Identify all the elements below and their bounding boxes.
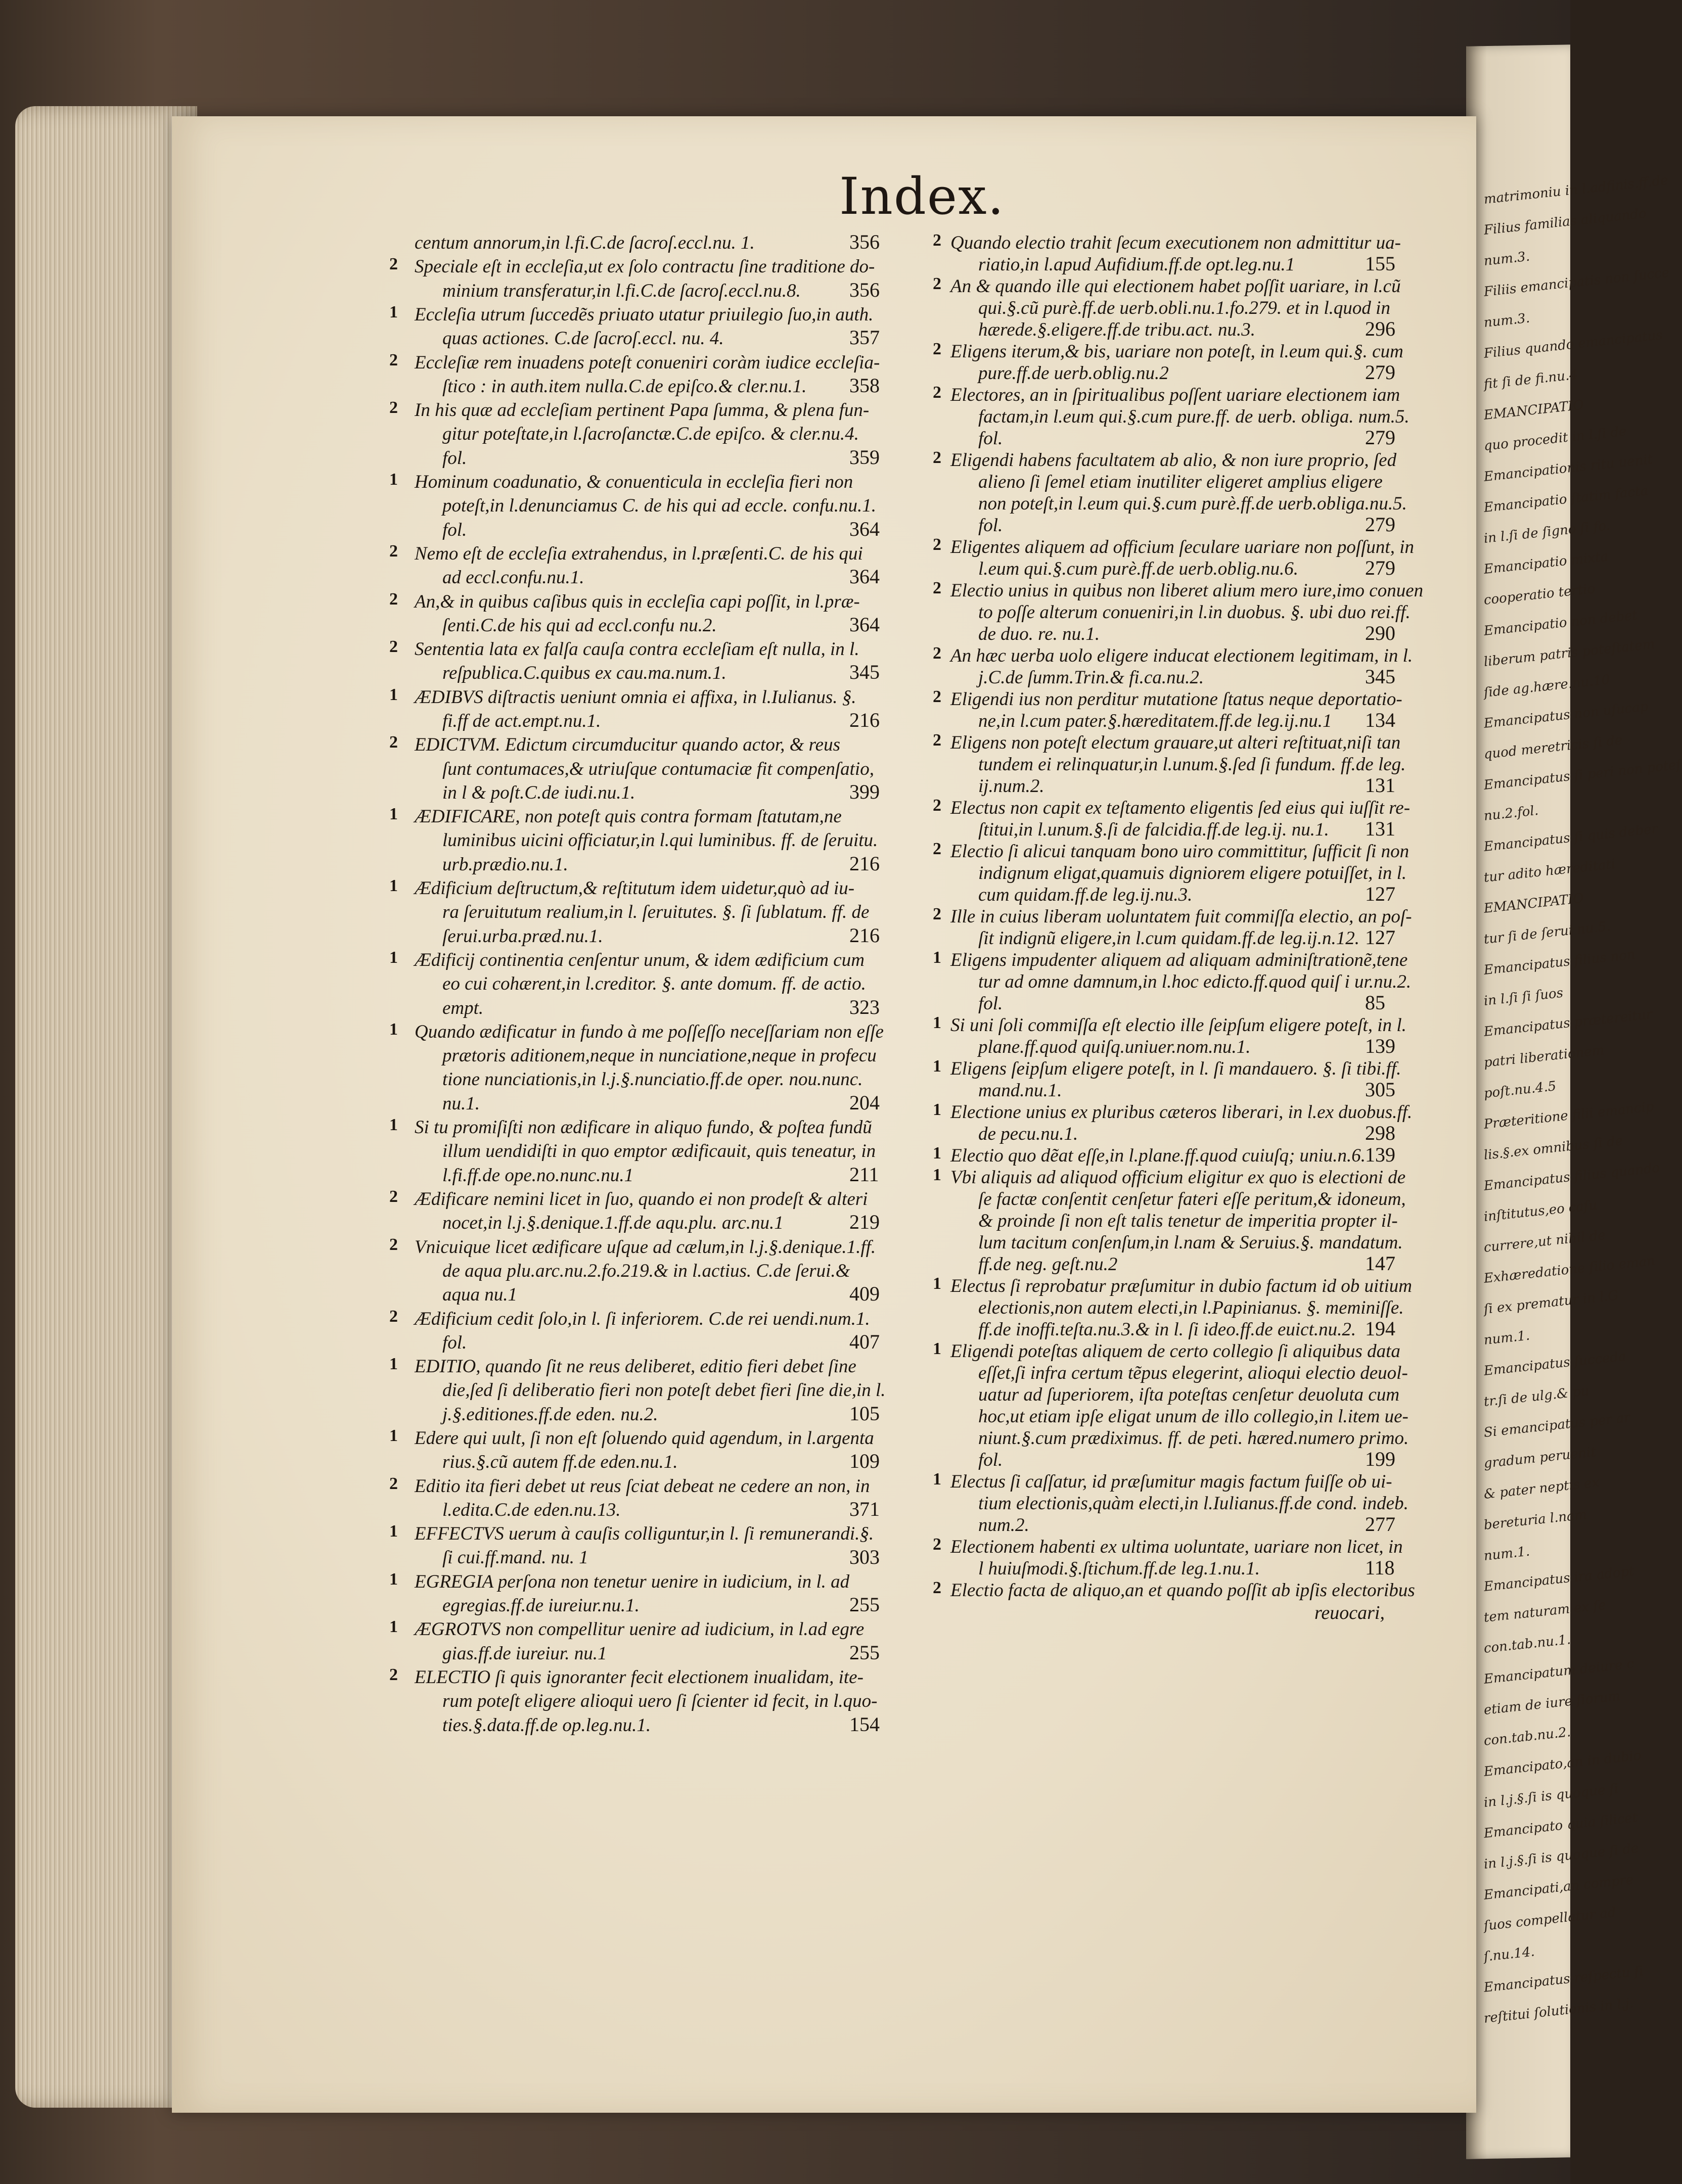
right-page-fragment: Emancipatum deiure c [1483,1656,1635,1687]
right-page-fragment: num.3. [1483,310,1531,331]
right-page-fragment: ſide ag.hære.nu.10 [1483,672,1611,701]
entry-line: Si uni ſoli commiſſa eſt electio ille ſeipſum eligere poteſt, in l. [950,1015,1406,1036]
entry-line: hoc,ut etiam ipſe eligat unum de illo collegio,in l.item ue- [978,1406,1408,1427]
entry-marker: 1 [933,1166,941,1184]
entry-marker: 2 [933,731,941,750]
page-number: 255 [849,1593,880,1616]
entry-line: centum annorum,in l.fi.C.de ſacroſ.eccl.nu. 1. [415,233,755,253]
entry-line: fol. [978,1450,1003,1470]
right-page-fragment: in l.j.§.ſi is quoque ſi [1483,1781,1619,1810]
right-page-fragment: Filius quando emancipatus [1483,327,1664,361]
entry-marker: 1 [389,1116,398,1135]
page-number: 105 [849,1402,880,1425]
page-number: 399 [849,780,880,803]
right-page-fragment: reſtitui ſolutionis in l.j. [1483,1995,1634,2026]
entry-line: Electio ſi alicui tanquam bono uiro committitur, ſufficit ſi non [950,841,1410,862]
entry-line: Si tu promiſiſti non ædificare in aliquo fundo, & poſtea fundũ [415,1117,872,1138]
entry-line: Eligendi habens facultatem ab alio, & non iure proprio, ſed [950,450,1397,471]
page-number: 194 [1365,1317,1395,1340]
right-page-fragment: ſ.nu.14. [1483,1944,1536,1965]
entry-marker: 1 [389,1019,398,1039]
entry-marker: 2 [933,1535,941,1554]
entry-line: indignum eligat,quamuis digniorem eligere potuiſſet, in l. [978,863,1407,884]
entry-line: fi.ff de act.empt.nu.1. [442,710,601,731]
entry-line: tur ad omne damnum,in l.hoc edicto.ff.quod quiſ i ur.nu.2. [978,971,1412,992]
right-page-fragment: Filius familias aliquando [1483,206,1648,238]
page-number: 364 [849,565,880,588]
entry-line: die,ſed ſi deliberatio fieri non poteſt debet fieri ſine die,in l. [442,1380,886,1401]
right-page-fragment: poſt.nu.4.5 [1483,1079,1557,1101]
right-page-fragment: in l.ſi ſi ſuos [1483,985,1564,1009]
entry-line: Ædificij continentia cenſentur unum, & idem ædificium cum [415,950,865,970]
page-number: 407 [849,1330,880,1353]
entry-marker: 1 [933,1013,941,1032]
entry-marker: 2 [389,398,398,417]
entry-marker: 2 [389,255,398,274]
entry-marker: 1 [933,1100,941,1119]
entry-marker: 2 [933,231,941,250]
right-page-fragment: Emancipatus non uſucap [1483,699,1649,731]
entry-marker: 1 [389,805,398,824]
page-number: 85 [1365,991,1385,1014]
page-number: 109 [849,1450,880,1473]
entry-line: An,& in quibus caſibus quis in eccleſia capi poſſit, in l.præ- [415,591,860,612]
entry-marker: 1 [933,1470,941,1489]
entry-line: ad eccl.confu.nu.1. [442,567,584,588]
entry-line: rum poteſt eligere alioqui uero ſi ſcienter id fecit, in l.quo- [442,1691,878,1712]
right-page-fragment: in l.ſi de ſigno ſi fo. [1483,518,1611,546]
right-page-fragment: num.3. [1483,249,1531,269]
page-number: 216 [849,709,880,731]
page-number: 290 [1365,622,1395,644]
entry-line: Electus ſi reprobatur præſumitur in dubio factum id ob uitium [950,1276,1413,1296]
entry-line: EGREGIA perſona non tenetur uenire in iudicium, in l. ad [415,1571,850,1592]
entry-marker: 2 [389,1235,398,1254]
entry-line: Eligendi poteſtas aliquem de certo collegio ſi aliquibus data [950,1341,1400,1362]
entry-line: factam,in l.eum qui.§.cum pure.ff. de uerb. obliga. num.5. [978,406,1410,427]
entry-line: plane.ff.quod quiſq.uniuer.nom.nu.1. [978,1037,1251,1057]
entry-line: l.fi.ff.de ope.no.nunc.nu.1 [442,1165,634,1186]
right-page-fragment: patri liberationem [1483,1043,1605,1071]
right-page-fragment: Emancipatus filius non [1483,947,1636,978]
entry-line: Eligendi ius non perditur mutatione ſtatus neque deportatio- [950,689,1402,710]
right-page-fragment: con.tab.nu.2. [1483,1725,1572,1749]
catchword: reuocari, [1314,1602,1385,1623]
page-number: 216 [849,923,880,947]
right-page-fragment: EMANCIPATIO [1483,397,1585,423]
right-page-fragment: Emancipato,an in dubio [1483,1748,1642,1780]
entry-line: egregias.ff.de iureiur.nu.1. [442,1595,640,1616]
entry-line: ſenti.C.de his qui ad eccl.confu nu.2. [442,615,717,636]
entry-line: Editio ita fieri debet ut reus ſciat debeat ne cedere an non, in [415,1475,870,1497]
entry-line: Eccleſiæ rem inuadens poteſt conueniri coràm iudice eccleſia- [415,352,880,373]
entry-marker: 2 [389,541,398,561]
entry-line: ra ſeruitutum realium,in l. ſeruitutes. §. ſi ſublatum. ff. de [442,902,870,923]
entry-marker: 1 [389,470,398,489]
entry-line: Vnicuique licet ædificare uſque ad cælum,in l.j.§.denique.1.ff. [415,1236,876,1258]
right-page-fragment: tur ſi de ſerui nu.5. [1483,918,1611,947]
page-number: 127 [1365,882,1395,905]
entry-marker: 2 [933,687,941,706]
entry-marker: 2 [933,383,941,402]
entry-line: gias.ff.de iureiur. nu.1 [442,1643,607,1664]
entry-line: Quando electio trahit ſecum executionem non admittitur ua- [950,233,1401,253]
entry-line: nocet,in l.j.§.denique.1.ff.de aqu.plu. arc.nu.1 [442,1213,784,1234]
right-page-fragment: Emancipatus ſucceda [1483,1349,1627,1379]
entry-line: An hæc uerba uolo eligere inducat electionem legitimam, in l. [950,645,1413,666]
entry-line: ſit indignũ eligere,in l.cum quidam.ff.de leg.ij.n.12. [978,928,1359,949]
entry-line: eſſet,ſi infra certum tẽpus elegerint, alioqui electio deuol- [978,1363,1408,1383]
entry-line: fol. [978,993,1003,1014]
page-number: 279 [1365,361,1395,384]
page-title: Index. [839,167,1005,226]
entry-marker: 1 [933,1144,941,1163]
right-page-fragment: num.1. [1483,1328,1531,1348]
right-page-fragment: tem naturam ex ſe [1483,1597,1607,1625]
entry-line: rius.§.cũ autem ff.de eden.nu.1. [442,1452,678,1473]
right-page-fragment: Si emancipatus per ar [1483,1410,1631,1440]
entry-line: EDITIO, quando ſit ne reus deliberet, editio fieri debet ſine [415,1356,856,1377]
entry-line: de duo. re. nu.1. [978,624,1100,644]
entry-line: l.eum qui.§.cum purè.ff.de uerb.oblig.nu.6. [978,559,1299,579]
entry-marker: 2 [933,644,941,663]
page-number: 345 [1365,665,1395,688]
entry-line: poteſt,in l.denunciamus C. de his qui ad eccle. confu.nu.1. [442,495,877,517]
entry-line: Ædificium deſtructum,& reſtitutum idem uidetur,quò ad iu- [415,878,855,899]
entry-line: Electores, an in ſpiritualibus poſſent uariare electionem iam [950,385,1400,405]
page-number: 359 [849,445,880,469]
page-number: 279 [1365,556,1395,579]
right-page-fragment: nu.2.fol. [1483,803,1539,824]
page-number: 204 [849,1091,880,1114]
entry-line: Ædificare nemini licet in ſuo, quando ei non prodeſt & alteri [415,1189,868,1210]
entry-line: tione nunciationis,in l.j.§.nunciatio.ff.de oper. nou.nunc. [442,1069,863,1090]
page-number: 199 [1365,1448,1395,1470]
entry-line: uatur ad ſuperiorem, iſta poteſtas cenſetur deuoluta cum [978,1384,1400,1405]
right-page-fragment: Filiis emancipatis non ſucce [1483,265,1670,300]
entry-line: & proinde ſi non eſt talis tenetur de imperitia propter il- [978,1211,1398,1231]
entry-line: pure.ff.de uerb.oblig.nu.2 [978,363,1169,384]
right-page-fragment: ſi ex prematur in l.G [1483,1288,1619,1317]
entry-line: eo cui cohærent,in l.creditor. §. ante domum. ff. de actio. [442,973,866,995]
entry-line: non poteſt,in l.eum qui.§.cum purè.ff.de uerb.obliga.nu.5. [978,493,1407,514]
entry-line: ÆDIBVS diſtractis ueniunt omnia ei affixa, in l.Iulianus. §. [415,686,856,708]
entry-line: de aqua plu.arc.nu.2.fo.219.& in l.actius. C.de ſerui.& [442,1260,850,1281]
entry-line: Eligens iterum,& bis, uariare non poteſt, in l.eum qui.§. cum [950,341,1403,362]
entry-marker: 2 [389,1307,398,1326]
entry-line: Electio unius in quibus non liberet alium mero iure,imo conuen [950,580,1424,601]
entry-line: niunt.§.cum prædiximus. ff. de peti. hæred.numero primo. [978,1428,1409,1449]
entry-line: num.2. [978,1515,1029,1536]
right-page-fragment: Emancipatus ira adopt [1483,1563,1635,1595]
entry-line: empt. [442,997,484,1018]
page-number: 303 [849,1545,880,1568]
page-number: 139 [1365,1035,1395,1057]
entry-line: lum tacitum conſenſum,in l.nam & Seruius.§. mandatum. [978,1232,1403,1253]
page-number: 118 [1365,1556,1395,1579]
right-page-fragment: Emancipatio ſtatim facta [1483,483,1649,516]
entry-line: Nemo eſt de eccleſia extrahendus, in l.præſenti.C. de his qui [415,543,863,564]
page-number: 298 [1365,1122,1395,1144]
right-page-fragment: Emancipatus ſi peri non poteſ [1483,757,1682,793]
right-page-fragment: etiam de iure ſiorum [1483,1688,1621,1718]
entry-marker: 1 [389,1617,398,1637]
entry-line: l huiuſmodi.§.ſtichum.ff.de leg.1.nu.1. [978,1558,1260,1579]
entry-line: Ædificium cedit ſolo,in l. ſi inferiorem. C.de rei uendi.num.1. [415,1308,870,1329]
entry-marker: 2 [933,579,941,597]
page-number: 131 [1365,817,1395,840]
entry-line: EDICTVM. Edictum circumducitur quando actor, & reus [415,734,841,756]
right-page-fragment: currere,ut nihil de [1483,1227,1607,1256]
entry-line: Eligens non poteſt electum grauare,ut alteri reſtituat,niſi tan [950,732,1401,753]
entry-line: electionis,non autem electi,in l.Papinianus. §. meminiſſe. [978,1297,1404,1318]
entry-line: tium electionis,quàm electi,in l.Iulianus.ff.de cond. indeb. [978,1493,1408,1514]
page-number: 155 [1365,252,1395,275]
entry-line: cum quidam.ff.de leg.ij.nu.3. [978,885,1193,905]
entry-line: EFFECTVS uerum à cauſis colliguntur,in l. ſi remunerandi.§. [415,1523,874,1545]
right-page-fragment: inſtitutus,eo caſu [1483,1197,1598,1225]
entry-marker: 2 [389,1187,398,1206]
page-number: 279 [1365,426,1395,449]
entry-line: ſtitui,in l.unum.§.ſi de falcidia.ff.de leg.ij. nu.1. [978,819,1329,840]
entry-line: ff.de neg. geſt.nu.2 [978,1254,1118,1275]
entry-line: ELECTIO ſi quis ignoranter fecit electionem inualidam, ite- [415,1667,863,1688]
entry-line: ne,in l.cum pater.§.hæreditatem.ff.de leg.ij.nu.1 [978,711,1332,731]
entry-line: to poſſe alterum conueniri,in l.in duobus. §. ubi duo rei.ff. [978,602,1411,623]
right-page-fragment: fit ſi de fi.nu.4 [1483,367,1579,392]
entry-line: ſe factæ conſentit cenſetur fateri eſſe peritum,& idoneum, [978,1189,1406,1210]
page-number: 131 [1365,774,1395,797]
entry-marker: 1 [389,302,398,321]
page-number: 134 [1365,709,1395,731]
entry-line: aqua nu.1 [442,1284,517,1306]
entry-line: In his quæ ad eccleſiam pertinent Papa ſumma, & plena fun- [415,400,870,421]
entry-line: fol. [978,515,1003,536]
page-number: 296 [1365,317,1395,340]
entry-marker: 1 [389,1522,398,1541]
entry-marker: 1 [389,876,398,896]
right-page-fragment: quod meretricis ſi de [1483,732,1623,762]
page-number: 277 [1365,1513,1395,1536]
entry-marker: 1 [389,1426,398,1445]
entry-line: ſunt contumaces,& utriuſque contumaciæ fit compenſatio, [442,758,874,779]
entry-line: mand.nu.1. [978,1080,1062,1101]
entry-line: de pecu.nu.1. [978,1124,1078,1144]
page-number: 358 [849,374,880,397]
right-page-fragment: matrimoniu in l.adfinis.ff.de [1483,172,1669,207]
entry-line: Vbi aliquis ad aliquod officium eligitur ex quo is electioni de [950,1167,1406,1188]
right-page-fragment: Exhæredatione ſilio eman [1483,1253,1656,1286]
right-page-fragment: ſuos compellatur ad [1483,1904,1617,1934]
right-page-fragment: in l.j.§.ſi is quoque ſi de [1483,1840,1640,1872]
entry-line: Quando ædificatur in fundo à me poſſeſſo neceſſariam non eſſe [415,1021,884,1042]
entry-line: ÆDIFICARE, non poteſt quis contra formam ſtatutam,ne [415,806,842,827]
entry-line: quas actiones. C.de ſacroſ.eccl. nu. 4. [442,328,724,349]
right-page-fragment: tur adito hæreditati [1483,856,1616,886]
entry-marker: 1 [933,1274,941,1293]
right-page-fragment: gradum peruenit [1483,1444,1597,1471]
right-page-fragment: lis.§.ex omnibus ſi de [1483,1133,1624,1163]
entry-line: hærede.§.eligere.ff.de tribu.act. nu.3. [978,319,1256,340]
entry-line: minium transferatur,in l.fi.C.de ſacroſ.eccl.nu.8. [442,280,801,301]
page-number: 364 [849,517,880,540]
right-page-fragment: cooperatio tertio [1483,581,1596,608]
entry-line: prætoris aditionem,neque in nunciatione,neque in profecu [442,1045,877,1066]
entry-marker: 1 [933,948,941,967]
entry-line: Electio facta de aliquo,an et quando poſſit ab ipſis electoribus [950,1580,1415,1601]
right-page-fragment: Emancipatus reſpectu ſi [1483,1963,1644,1995]
entry-marker: 1 [389,1569,398,1589]
entry-line: fol. [442,447,467,469]
right-page-fragment: tr.ſi de ulg.& pu [1483,1383,1590,1410]
entry-line: Electionem habenti ex ultima uoluntate, uariare non licet, in [950,1537,1403,1557]
page-number: 147 [1365,1252,1395,1275]
entry-line: tundem ei relinquatur,in l.unum.§.ſed ſi fundum. ff.de leg. [978,754,1406,775]
entry-marker: 1 [933,1339,941,1358]
right-page-fragment: Emancipatus prætereitur [1483,1007,1653,1040]
entry-line: riatio,in l.apud Aufidium.ff.de opt.leg.nu.1 [978,254,1295,275]
entry-line: Hominum coadunatio, & conuenticula in eccleſia fieri non [415,472,853,492]
entry-marker: 2 [389,1665,398,1684]
page-number: 409 [849,1282,880,1306]
page-number: 305 [1365,1078,1395,1101]
entry-line: illum uendidiſti in quo emptor ædificauit, quis teneatur, in [442,1141,876,1162]
entry-marker: 2 [933,1578,941,1597]
entry-line: ſtico : in auth.item nulla.C.de epiſco.& cler.nu.1. [442,376,807,397]
page-number: 345 [849,661,880,684]
page-number: 357 [849,326,880,349]
entry-line: fol. [442,1332,467,1353]
right-page-fragment: quo procedit in l.ſi de [1483,424,1627,454]
entry-marker: 2 [933,905,941,923]
entry-line: j.§.editiones.ff.de eden. nu.2. [442,1404,658,1425]
entry-line: Speciale eſt in eccleſia,ut ex ſolo contractu ſine traditione do- [415,256,875,277]
entry-line: in l & poſt.C.de iudi.nu.1. [442,782,635,803]
entry-line: ff.de inoffi.teſta.nu.3.& in l. ſi ideo.ff.de euict.nu.2. [978,1319,1356,1340]
page-number: 371 [849,1497,880,1520]
entry-marker: 2 [389,1474,398,1493]
entry-marker: 2 [933,796,941,815]
entry-line: Ille in cuius liberam uoluntatem fuit commiſſa electio, an poſ- [950,906,1412,927]
entry-marker: 2 [933,274,941,293]
page-number: 356 [849,230,880,253]
entry-marker: 2 [389,589,398,609]
entry-line: qui.§.cũ purè.ff.de uerb.obli.nu.1.fo.279. et in l.quod in [978,298,1390,318]
entry-marker: 2 [933,535,941,554]
entry-marker: 1 [933,1057,941,1076]
entry-line: fol. [978,428,1003,449]
entry-line: ij.num.2. [978,776,1044,797]
entry-line: An & quando ille qui electionem habet poſſit uariare, in l.cũ [950,276,1401,297]
page-number: 219 [849,1211,880,1234]
right-page-fragment: EMANCIPATIO [1483,891,1585,916]
entry-line: Electus ſi caſſatur, id præſumitur magis factum fuiſſe ob ui- [950,1471,1392,1492]
right-page-fragment: num.1. [1483,1544,1531,1564]
entry-line: nu.1. [442,1093,480,1114]
entry-line: ÆGROTVS non compellitur uenire ad iudicium, in l.ad egre [415,1619,865,1640]
entry-line: l.edita.C.de eden.nu.13. [442,1499,621,1520]
right-page-fragment: con.tab.nu.1. [1483,1632,1572,1656]
entry-line: gitur poteſtate,in l.ſacroſanctæ.C.de epiſco. & cler.nu.4. [442,424,859,445]
entry-marker: 2 [933,448,941,467]
entry-line: alieno ſi ſemel etiam inutiliter eligeret amplius eligere [978,472,1383,492]
right-page-fragment: & pater neptis ex [1483,1475,1600,1502]
entry-line: Sententia lata ex falſa cauſa contra eccleſiam eſt nulla, in l. [415,639,859,660]
entry-marker: 2 [933,840,941,858]
right-page-fragment: Præteritione filii emancip [1483,1099,1655,1132]
right-page-fragment: Emancipationis ritu uenit [1483,451,1654,485]
entry-line: Eligens ſeipſum eligere poteſt, in l. ſi mandauero. §. ſi tibi.ff. [950,1058,1401,1079]
right-page-fragment: Emancipatus ſi quis deber [1483,821,1659,855]
entry-line: luminibus uicini officiatur,in l.qui luminibus. ff. de ſeruitu. [442,830,878,851]
entry-line: Eligens impudenter aliquem ad aliquam adminiſtrationẽ,tene [950,950,1408,970]
entry-marker: 2 [389,637,398,657]
right-page-fragment: Emancipato quia ſilicet [1483,1810,1639,1841]
entry-line: reſpublica.C.quibus ex cau.ma.num.1. [442,663,726,684]
page-number: 127 [1365,926,1395,949]
page-number: 323 [849,995,880,1018]
entry-line: Electio quo dẽat eſſe,in l.plane.ff.quod cuiuſq; uniu.n.6. [950,1145,1366,1166]
entry-line: Electus non capit ex teſtamento eligentis ſed eius qui iuſſit re- [950,798,1411,818]
page-edges [15,106,197,2108]
page-number: 356 [849,278,880,301]
page-number: 211 [849,1163,879,1186]
entry-marker: 2 [933,340,941,358]
page-number: 279 [1365,513,1395,536]
page-number: 364 [849,613,880,636]
entry-line: Edere qui uult, ſi non eſt ſoluendo quid agendum, in l.argenta [415,1428,874,1449]
page-number: 139 [1365,1143,1395,1166]
page-number: 255 [849,1641,880,1664]
entry-line: urb.prædio.nu.1. [442,854,568,875]
page-number: 154 [849,1712,880,1736]
entry-line: Eligentes aliquem ad officium ſeculare uariare non poſſunt, in [950,537,1414,557]
right-page-fragment: Emancipatio non debet [1483,608,1639,639]
entry-marker: 1 [389,685,398,704]
entry-marker: 1 [389,948,398,967]
entry-line: j.C.de ſumm.Trin.& fi.ca.nu.2. [978,667,1204,688]
page-number: 216 [849,852,880,875]
entry-line: Eccleſia utrum ſuccedẽs priuato utatur priuilegio ſuo,in auth. [415,304,874,325]
entry-marker: 1 [389,1355,398,1374]
right-page-fragment: Emancipati,an compre [1483,1872,1634,1903]
right-page-fragment: bereturia l.nam [1483,1507,1588,1533]
entry-marker: 2 [389,733,398,752]
right-page-fragment: liberum patris poteſtatem [1483,636,1656,670]
right-page-fragment: Emancipatus filius quando [1483,1160,1661,1194]
entry-marker: 2 [389,350,398,369]
entry-line: ties.§.data.ff.de op.leg.nu.1. [442,1714,651,1736]
entry-line: ſi cui.ff.mand. nu. 1 [442,1547,588,1568]
right-page-fragment: Emancipatio mixta [1483,549,1609,577]
entry-line: fol. [442,519,467,540]
entry-line: ſerui.urba.præd.nu.1. [442,925,603,947]
entry-line: Electione unius ex pluribus cæteros liberari, in l.ex duobus.ff. [950,1102,1413,1123]
